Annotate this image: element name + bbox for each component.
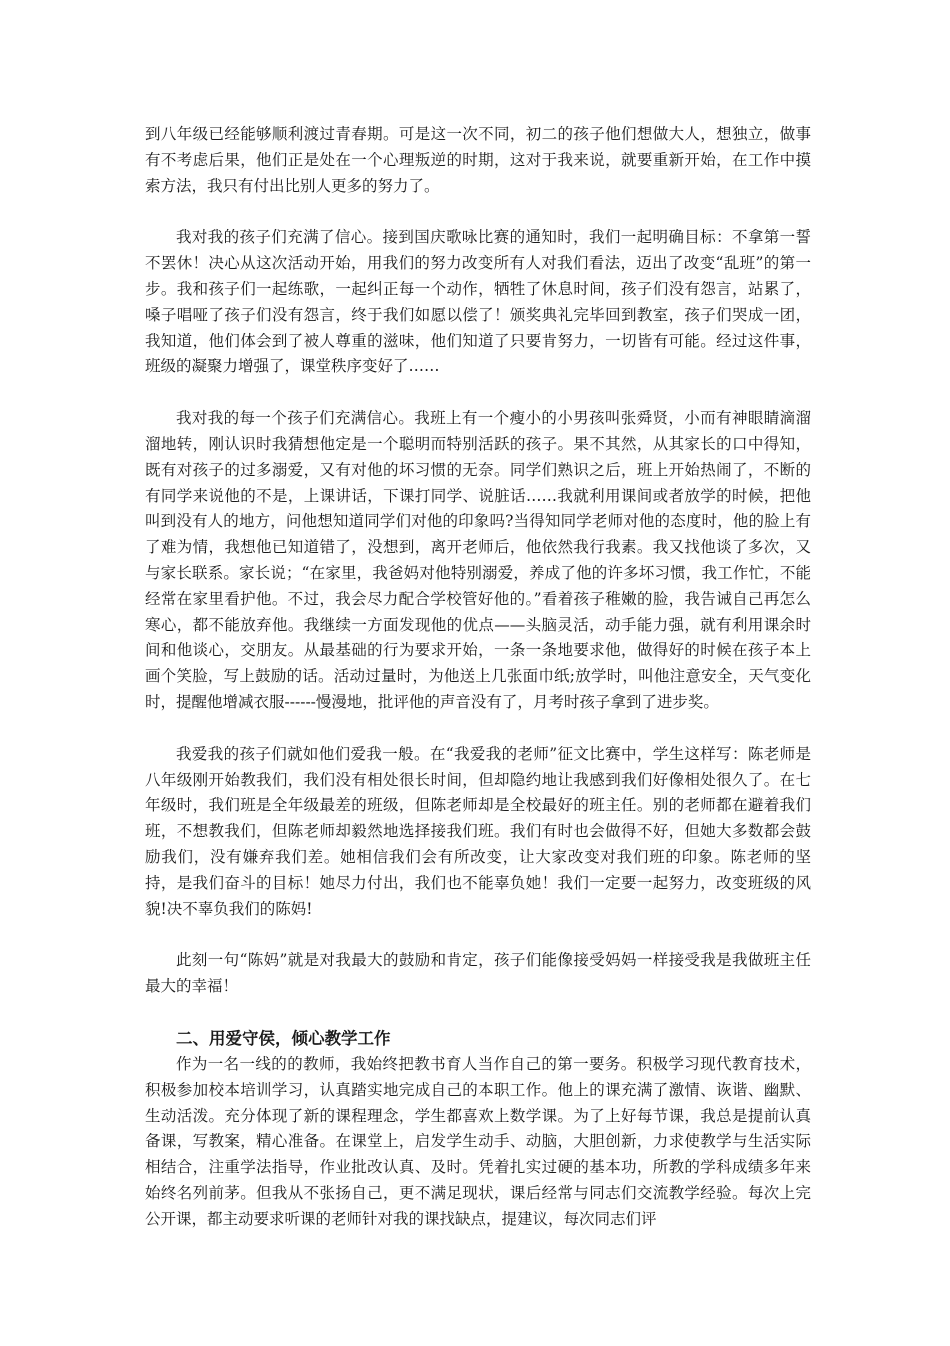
paragraph-happiness: 此刻一句“陈妈”就是对我最大的鼓励和肯定，孩子们能像接受妈妈一样接受我是我做班主任最大的幸福！ <box>145 951 811 996</box>
document-page <box>145 122 811 1232</box>
paragraph-confidence-class: 我对我的孩子们充满了信心。接到国庆歌咏比赛的通知时，我们一起明确目标：不拿第一誓不罢休！决心从这次活动开始，用我们的努力改变所有人对我们看法，迈出了改变“乱班”的第一步。我和孩子们一起练歌，一起纠正每一个动作，牺牲了休息时间，孩子们没有怨言，站累了，嗓子唱哑了孩子们没有怨言，终于我们如愿以偿了！颁奖典礼完毕回到教室，孩子们哭成一团，我知道，他们体会到了被人尊重的滋味，他们知道了只要肯努力，一切皆有可能。经过这件事，班级的凝聚力增强了，课堂秩序变好了…… <box>145 228 811 376</box>
paragraph-continuation: 到八年级已经能够顺利渡过青春期。可是这一次不同，初二的孩子他们想做大人，想独立，做事有不考虑后果，他们正是处在一个心理叛逆的时期，这对于我来说，就要重新开始，在工作中摸索方法，我只有付出比别人更多的努力了。 <box>145 125 811 195</box>
paragraph-essay-contest: 我爱我的孩子们就如他们爱我一般。在“我爱我的老师”征文比赛中，学生这样写：陈老师是八年级刚开始教我们，我们没有相处很长时间，但却隐约地让我感到我们好像相处很久了。在七年级时，我们班是全年级最差的班级，但陈老师却是全校最好的班主任。别的老师都在避着我们班，不想教我们，但陈老师却毅然地选择接我们班。我们有时也会做得不好，但她大多数都会鼓励我们，没有嫌弃我们差。她相信我们会有所改变，让大家改变对我们班的印象。陈老师的坚持，是我们奋斗的目标！她尽力付出，我们也不能辜负她！我们一定要一起努力，改变班级的风貌!决不辜负我们的陈妈! <box>145 744 811 918</box>
paragraph-teaching-work: 作为一名一线的的教师，我始终把教书育人当作自己的第一要务。积极学习现代教育技术，积极参加校本培训学习，认真踏实地完成自己的本职工作。他上的课充满了激情、诙谐、幽默、生动活泼。充分体现了新的课程理念，学生都喜欢上数学课。为了上好每节课，我总是提前认真备课，写教案，精心准备。在课堂上，启发学生动手、动脑，大胆创新，力求使教学与生活实际相结合，注重学法指导，作业批改认真、及时。凭着扎实过硬的基本功，所教的学科成绩多年来始终名列前茅。但我从不张扬自己，更不满足现状，课后经常与同志们交流教学经验。每次上完公开课，都主动要求听课的老师针对我的课找缺点，提建议，每次同志们评 <box>145 1054 811 1228</box>
section-heading: 二、用爱守侯，倾心教学工作 <box>176 1028 391 1048</box>
paragraph-student-story: 我对我的每一个孩子们充满信心。我班上有一个瘦小的小男孩叫张舜贤，小而有神眼睛滴溜溜地转，刚认识时我猜想他定是一个聪明而特别活跃的孩子。果不其然，从其家长的口中得知，既有对孩子的过多溺爱，又有对他的坏习惯的无奈。同学们熟识之后，班上开始热闹了，不断的有同学来说他的不是，上课讲话，下课打同学、说脏话……我就利用课间或者放学的时候，把他叫到没有人的地方，问他想知道同学们对他的印象吗?当得知同学老师对他的态度时，他的脸上有了难为情，我想他已知道错了，没想到，离开老师后，他依然我行我素。我又找他谈了多次，又与家长联系。家长说；“在家里，我爸妈对他特别溺爱，养成了他的许多坏习惯，我工作忙，不能经常在家里看护他。不过，我会尽力配合学校管好他的。”看着孩子稚嫩的脸，我告诫自己再怎么寒心，都不能放弃他。我继续一方面发现他的优点——头脑灵活，动手能力强，就有利用课余时间和他谈心，交朋友。从最基础的行为要求开始，一条一条地要求他，做得好的时候在孩子本上画个笑脸，写上鼓励的话。活动过量时，为他送上几张面巾纸;放学时，叫他注意安全，天气变化时，提醒他增减衣服------慢漫地，批评他的声音没有了，月考时孩子拿到了进步奖。 <box>145 409 811 711</box>
